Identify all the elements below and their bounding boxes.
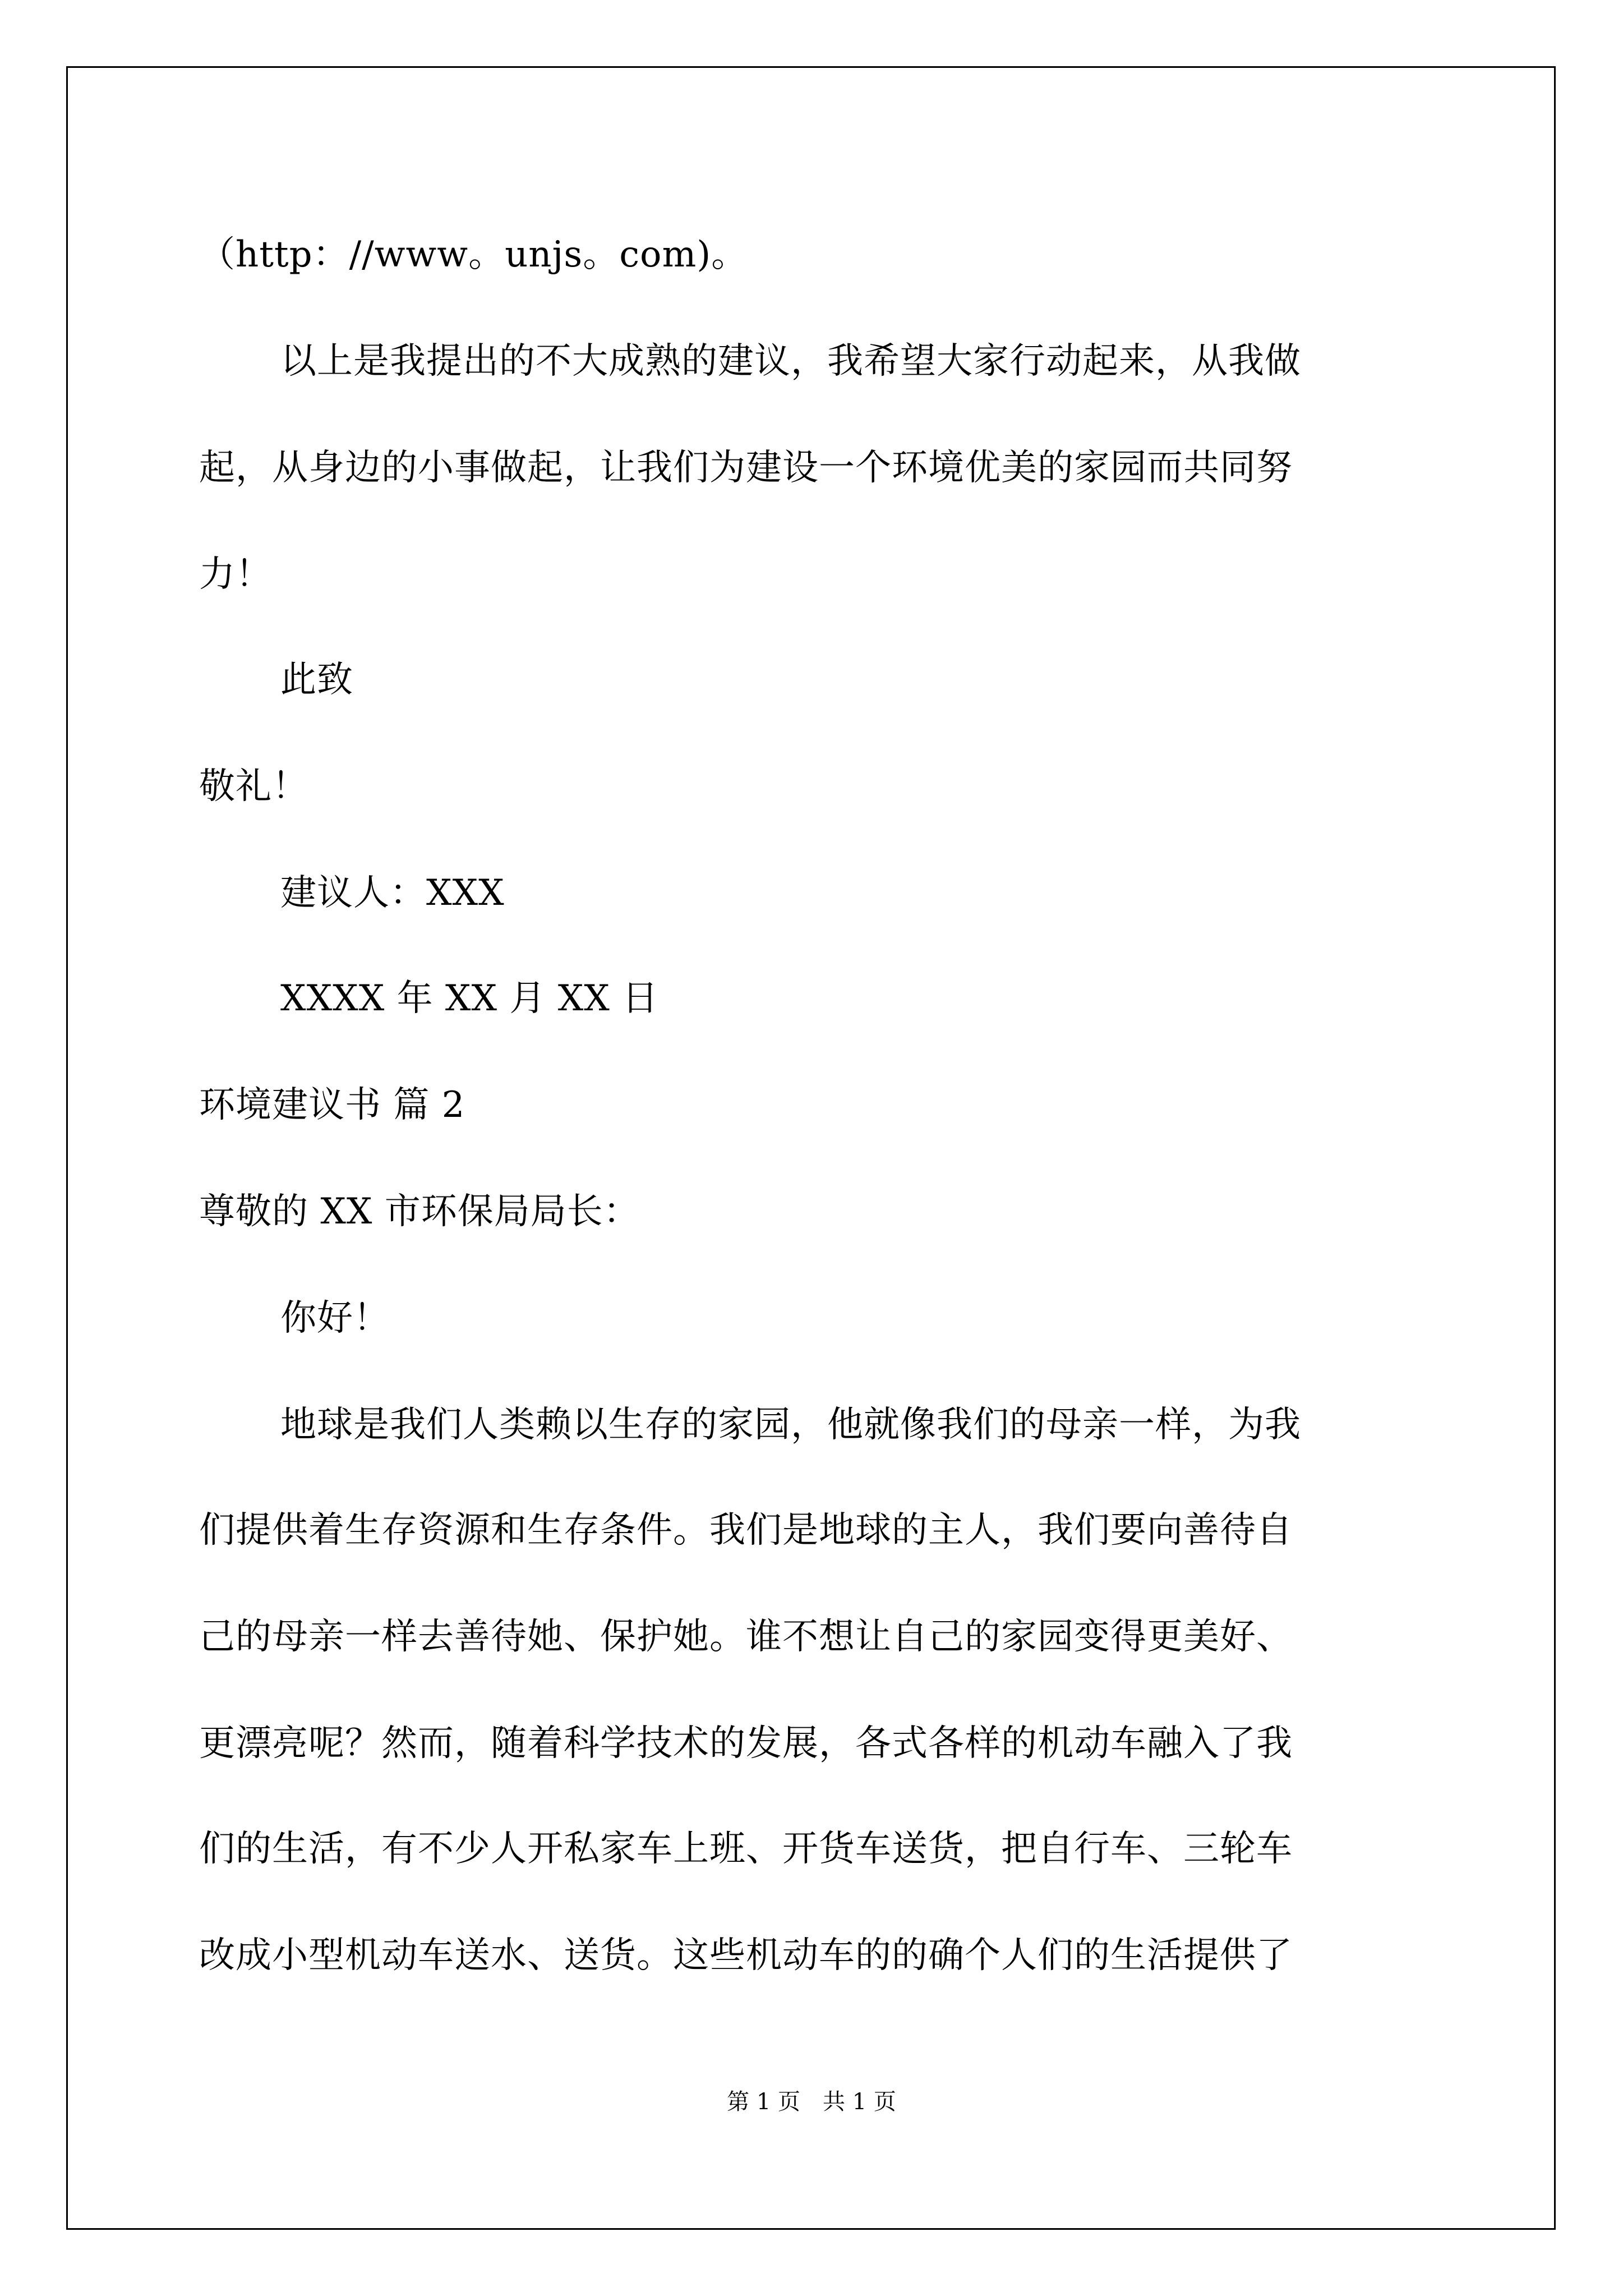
text-line-greeting: 你好！ (280, 1297, 390, 1339)
text-line-closing-1: 此致 (280, 659, 353, 701)
text-line-salutation: 尊敬的 XX 市环保局局长： (199, 1191, 640, 1232)
text-line-body-3: 己的母亲一样去善待她、保护她。谁不想让自己的家园变得更美好、 (199, 1616, 1293, 1658)
text-line-body-5: 们的生活，有不少人开私家车上班、开货车送货，把自行车、三轮车 (199, 1828, 1293, 1870)
text-line-suggestion-1: 以上是我提出的不大成熟的建议，我希望大家行动起来，从我做 (280, 341, 1301, 382)
text-line-url: （http：//www。unjs。com)。 (199, 234, 748, 275)
text-line-body-2: 们提供着生存资源和生存条件。我们是地球的主人，我们要向善待自 (199, 1510, 1293, 1551)
text-line-suggestion-3: 力！ (199, 554, 272, 595)
page-number-footer: 第 1 页 共 1 页 (727, 2089, 896, 2115)
text-line-signature: 建议人：XXX (280, 872, 505, 914)
text-line-body-1: 地球是我们人类赖以生存的家园，他就像我们的母亲一样，为我 (280, 1404, 1301, 1446)
page-border (66, 66, 1556, 2230)
text-line-date: XXXX 年 XX 月 XX 日 (280, 978, 659, 1019)
text-line-body-6: 改成小型机动车送水、送货。这些机动车的的确个人们的生活提供了 (199, 1935, 1293, 1976)
text-line-closing-2: 敬礼！ (199, 766, 308, 807)
text-line-suggestion-2: 起，从身边的小事做起，让我们为建设一个环境优美的家园而共同努 (199, 447, 1293, 489)
section-title: 环境建议书 篇 2 (199, 1084, 465, 1126)
text-line-body-4: 更漂亮呢？然而，随着科学技术的发展，各式各样的机动车融入了我 (199, 1723, 1293, 1764)
